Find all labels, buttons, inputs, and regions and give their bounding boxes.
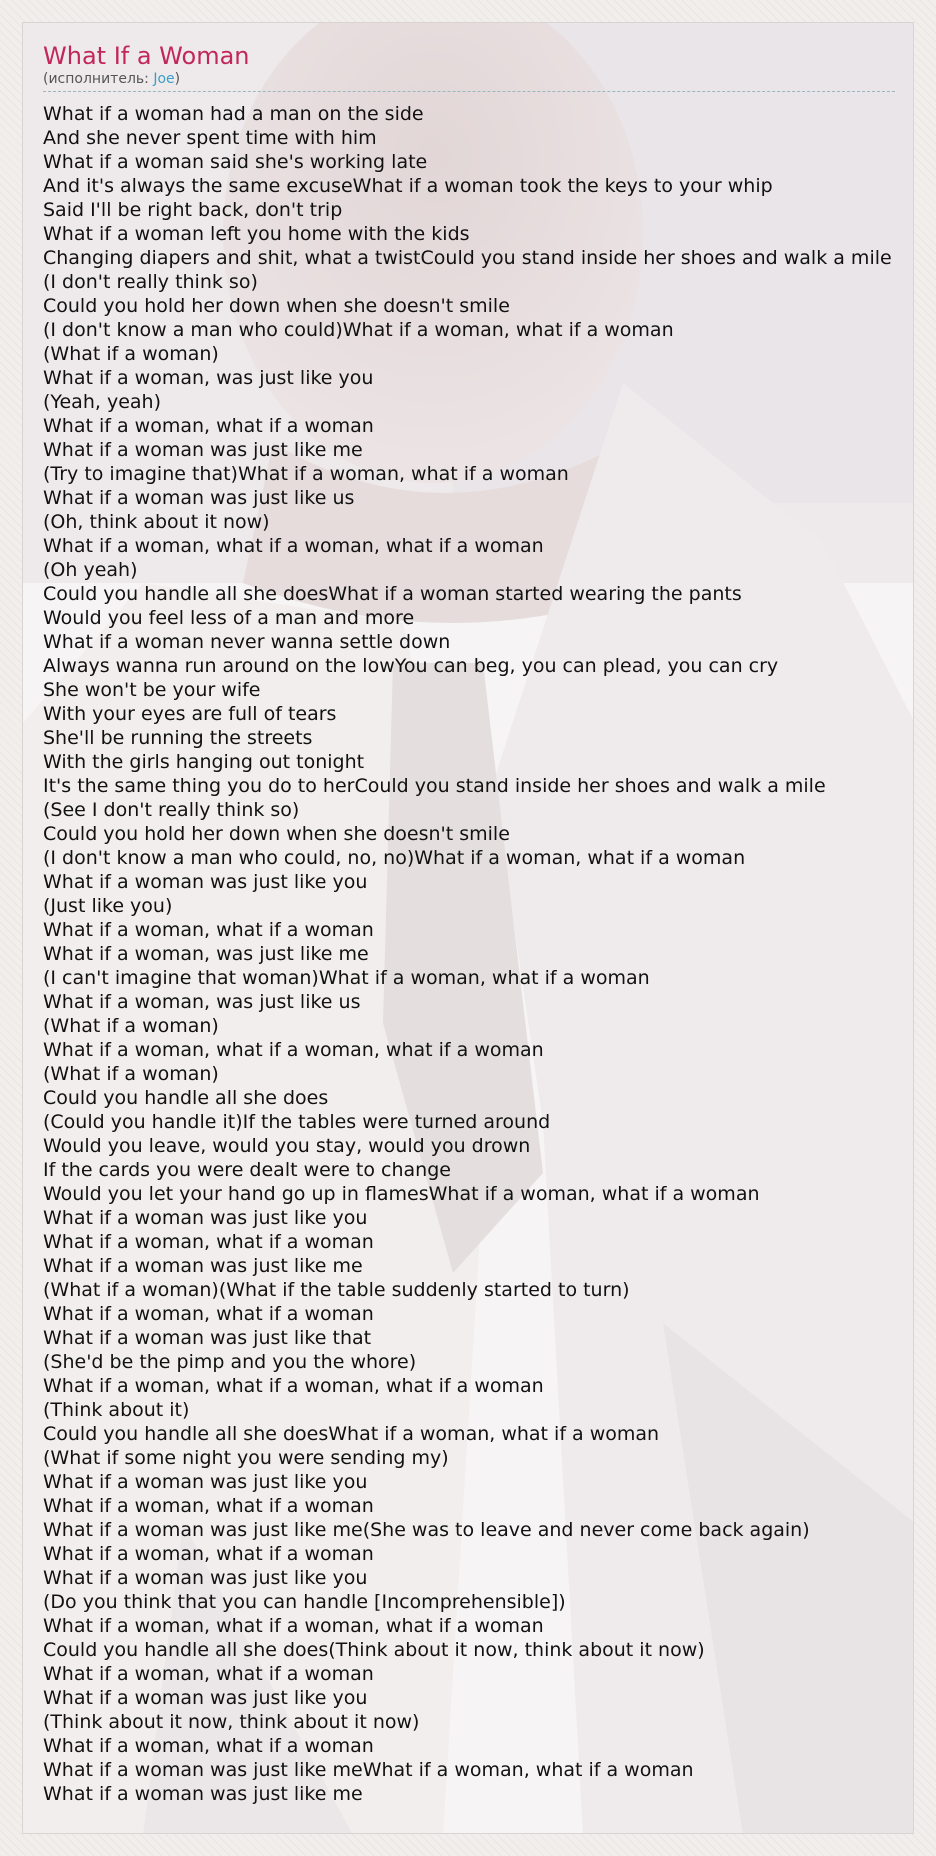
lyric-line: (Oh yeah) bbox=[43, 559, 138, 581]
lyric-line: Changing diapers and shit, what a twistCould you stand inside her shoes and walk a mile bbox=[43, 247, 892, 269]
lyric-line: Would you feel less of a man and more bbox=[43, 607, 415, 629]
lyric-line: What if a woman left you home with the kids bbox=[43, 223, 470, 245]
lyric-line: Could you hold her down when she doesn't smile bbox=[43, 823, 510, 845]
lyric-line: What if a woman was just like me(She was to leave and never come back again) bbox=[43, 1519, 810, 1541]
lyric-line: Would you let your hand go up in flamesWhat if a woman, what if a woman bbox=[43, 1183, 760, 1205]
lyric-line: (She'd be the pimp and you the whore) bbox=[43, 1351, 417, 1373]
lyric-line: She'll be running the streets bbox=[43, 727, 313, 749]
lyric-line: What if a woman, what if a woman bbox=[43, 1231, 374, 1253]
lyrics-card bbox=[22, 22, 914, 1834]
lyric-line: What if a woman was just like you bbox=[43, 1471, 368, 1493]
lyric-line: (See I don't really think so) bbox=[43, 799, 300, 821]
lyric-line: Could you hold her down when she doesn't smile bbox=[43, 295, 510, 317]
artist-link[interactable]: Joe bbox=[153, 71, 175, 87]
lyric-line: (Think about it) bbox=[43, 1399, 190, 1421]
lyric-line: (Just like you) bbox=[43, 895, 173, 917]
lyric-line: With the girls hanging out tonight bbox=[43, 751, 365, 773]
lyric-line: (What if a woman) bbox=[43, 1015, 219, 1037]
lyric-line: And it's always the same excuseWhat if a woman took the keys to your whip bbox=[43, 175, 773, 197]
title-divider bbox=[43, 91, 895, 92]
lyric-line: What if a woman was just like me bbox=[43, 439, 363, 461]
lyric-line: What if a woman, what if a woman, what if a woman bbox=[43, 1375, 544, 1397]
lyric-line: What if a woman, what if a woman bbox=[43, 1495, 374, 1517]
lyric-line: What if a woman, was just like you bbox=[43, 367, 374, 389]
lyric-line: (Oh, think about it now) bbox=[43, 511, 270, 533]
lyric-line: What if a woman, what if a woman bbox=[43, 1663, 374, 1685]
artist-prefix: (исполнитель: bbox=[43, 71, 154, 87]
artist-line bbox=[43, 71, 893, 87]
lyric-line: What if a woman was just like that bbox=[43, 1327, 372, 1349]
lyric-line: What if a woman was just like me bbox=[43, 1255, 363, 1277]
lyric-line: (I don't really think so) bbox=[43, 271, 258, 293]
lyric-line: What if a woman was just like you bbox=[43, 1567, 368, 1589]
lyric-line: What if a woman, what if a woman, what if a woman bbox=[43, 1039, 544, 1061]
lyric-line: What if a woman never wanna settle down bbox=[43, 631, 451, 653]
lyric-line: What if a woman, what if a woman, what if a woman bbox=[43, 535, 544, 557]
lyric-line: (I don't know a man who could, no, no)What if a woman, what if a woman bbox=[43, 847, 746, 869]
lyric-line: Said I'll be right back, don't trip bbox=[43, 199, 343, 221]
lyric-line: It's the same thing you do to herCould you stand inside her shoes and walk a mile bbox=[43, 775, 826, 797]
lyric-line: What if a woman, was just like me bbox=[43, 943, 369, 965]
lyric-line: What if a woman was just like you bbox=[43, 1207, 368, 1229]
lyric-line: What if a woman, what if a woman bbox=[43, 1543, 374, 1565]
lyric-line: Could you handle all she does bbox=[43, 1087, 329, 1109]
lyric-line: What if a woman was just like you bbox=[43, 1687, 368, 1709]
lyric-line: What if a woman was just like me bbox=[43, 1783, 363, 1805]
lyric-line: (What if a woman) bbox=[43, 343, 219, 365]
lyric-line: (Do you think that you can handle [Incomprehensible]) bbox=[43, 1591, 566, 1613]
lyric-line: What if a woman, what if a woman bbox=[43, 919, 374, 941]
lyric-line: With your eyes are full of tears bbox=[43, 703, 337, 725]
lyric-line: And she never spent time with him bbox=[43, 127, 377, 149]
lyric-line: (Yeah, yeah) bbox=[43, 391, 161, 413]
lyric-line: (I don't know a man who could)What if a woman, what if a woman bbox=[43, 319, 674, 341]
lyric-line: (Could you handle it)If the tables were turned around bbox=[43, 1111, 551, 1133]
lyric-line: If the cards you were dealt were to change bbox=[43, 1159, 451, 1181]
lyric-line: What if a woman had a man on the side bbox=[43, 103, 424, 125]
lyric-line: (Try to imagine that)What if a woman, what if a woman bbox=[43, 463, 569, 485]
lyric-line: What if a woman was just like us bbox=[43, 487, 355, 509]
lyric-line: Could you handle all she doesWhat if a woman started wearing the pants bbox=[43, 583, 742, 605]
lyric-line: Could you handle all she doesWhat if a woman, what if a woman bbox=[43, 1423, 660, 1445]
lyric-line: What if a woman was just like meWhat if a woman, what if a woman bbox=[43, 1759, 694, 1781]
lyric-line: (What if a woman)(What if the table suddenly started to turn) bbox=[43, 1279, 630, 1301]
lyric-line: What if a woman was just like you bbox=[43, 871, 368, 893]
lyric-line: What if a woman said she's working late bbox=[43, 151, 428, 173]
lyric-line: What if a woman, what if a woman bbox=[43, 415, 374, 437]
lyric-line: What if a woman, was just like us bbox=[43, 991, 361, 1013]
lyric-line: Could you handle all she does(Think about it now, think about it now) bbox=[43, 1639, 705, 1661]
lyric-line: (What if a woman) bbox=[43, 1063, 219, 1085]
lyric-line: Would you leave, would you stay, would you drown bbox=[43, 1135, 531, 1157]
lyric-line: (Think about it now, think about it now) bbox=[43, 1711, 420, 1733]
lyric-line: What if a woman, what if a woman bbox=[43, 1735, 374, 1757]
lyric-line: (What if some night you were sending my) bbox=[43, 1447, 449, 1469]
lyric-line: What if a woman, what if a woman bbox=[43, 1303, 374, 1325]
lyric-line: (I can't imagine that woman)What if a woman, what if a woman bbox=[43, 967, 650, 989]
lyric-line: She won't be your wife bbox=[43, 679, 261, 701]
artist-suffix: ) bbox=[174, 71, 181, 87]
lyric-line: What if a woman, what if a woman, what if a woman bbox=[43, 1615, 544, 1637]
lyric-line: Always wanna run around on the lowYou can beg, you can plead, you can cry bbox=[43, 655, 779, 677]
lyrics-body bbox=[43, 102, 893, 1806]
song-title: What If a Woman bbox=[43, 42, 250, 70]
